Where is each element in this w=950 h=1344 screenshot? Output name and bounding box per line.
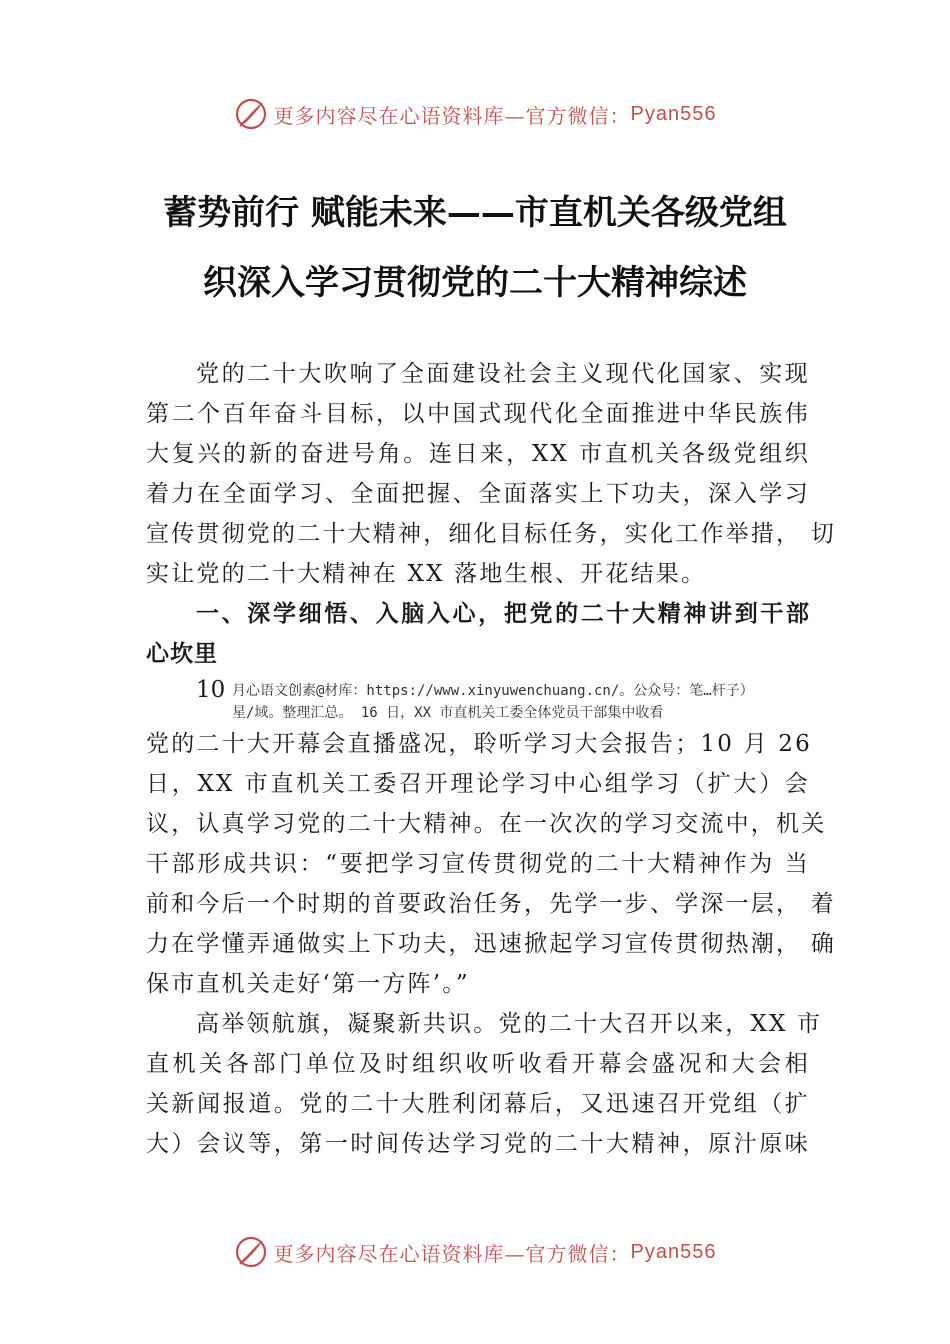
document-body — [146, 354, 836, 1164]
section-heading-1: 一、深学细悟、入脑入心，把党的二十大精神讲到干部 — [196, 601, 810, 627]
para3-line: 直机关各部门单位及时组织收听收看开幕会盛况和大会相 — [146, 1051, 810, 1077]
header-banner — [0, 94, 950, 134]
section-heading-1-cont: 心坎里 — [146, 641, 218, 667]
note-line-1: 月心语文创素@材库：https://www.xinyuwenchuang.cn/。公众号：笔…杆子） — [232, 683, 754, 699]
note-line-2: 星/域。整理汇总。 16 日，XX 市直机关工委全体党员干部集中收看 — [232, 705, 664, 721]
para2-line: 党的二十大开幕会直播盛况，聆听学习大会报告；10 月 26 — [146, 731, 812, 757]
title-line-2: 织深入学习贯彻党的二十大精神综述 — [203, 263, 747, 303]
para3-line: 大）会议等，第一时间传达学习党的二十大精神，原汁原味 — [146, 1131, 810, 1157]
para2-line: 前和今后一个时期的首要政治任务，先学一步、学深一层， 着 — [146, 891, 836, 917]
para2-line: 力在学懂弄通做实上下功夫，迅速掀起学习宣传贯彻热潮， 确 — [146, 931, 836, 957]
para1-line: 第二个百年奋斗目标，以中国式现代化全面推进中华民族伟 — [146, 401, 810, 427]
para2-line: 日，XX 市直机关工委召开理论学习中心组学习（扩大）会 — [146, 771, 810, 797]
para1-line: 党的二十大吹响了全面建设社会主义现代化国家、实现 — [196, 361, 810, 387]
para3-line: 关新闻报道。党的二十大胜利闭幕后，又迅速召开党组（扩 — [146, 1091, 810, 1117]
title-line-1: 蓄势前行 赋能未来——市直机关各级党组 — [163, 193, 787, 233]
para2-line: 干部形成共识：“要把学习宣传贯彻党的二十大精神作为 当 — [146, 851, 810, 877]
para1-line: 宣传贯彻党的二十大精神，细化目标任务，实化工作举措， 切 — [146, 521, 836, 547]
para1-line: 实让党的二十大精神在 XX 落地生根、开花结果。 — [146, 561, 707, 587]
footer-wechat-id: Pyan556 — [630, 1240, 717, 1263]
header-wechat-id: Pyan556 — [630, 102, 717, 125]
para1-line: 大复兴的新的奋进号角。连日来，XX 市直机关各级党组织 — [146, 441, 810, 467]
document-title — [60, 178, 890, 318]
para2-line: 议，认真学习党的二十大精神。在一次次的学习交流中，机关 — [146, 811, 827, 837]
quill-logo-icon — [234, 97, 268, 131]
note-text — [232, 680, 754, 724]
para2-line: 保市直机关走好‘第一方阵’。” — [146, 971, 470, 997]
para1-line: 着力在全面学习、全面把握、全面落实上下功夫，深入学习 — [146, 481, 810, 507]
quill-logo-icon — [234, 1235, 268, 1269]
footer-banner — [0, 1232, 950, 1272]
footer-banner-text: 更多内容尽在心语资料库—官方微信： — [273, 1241, 631, 1266]
watermark-note — [146, 676, 810, 724]
header-banner-text: 更多内容尽在心语资料库—官方微信： — [273, 103, 631, 128]
para3-line: 高举领航旗，凝聚新共识。党的二十大召开以来，XX 市 — [196, 1011, 823, 1037]
note-number: 10 — [196, 677, 226, 703]
